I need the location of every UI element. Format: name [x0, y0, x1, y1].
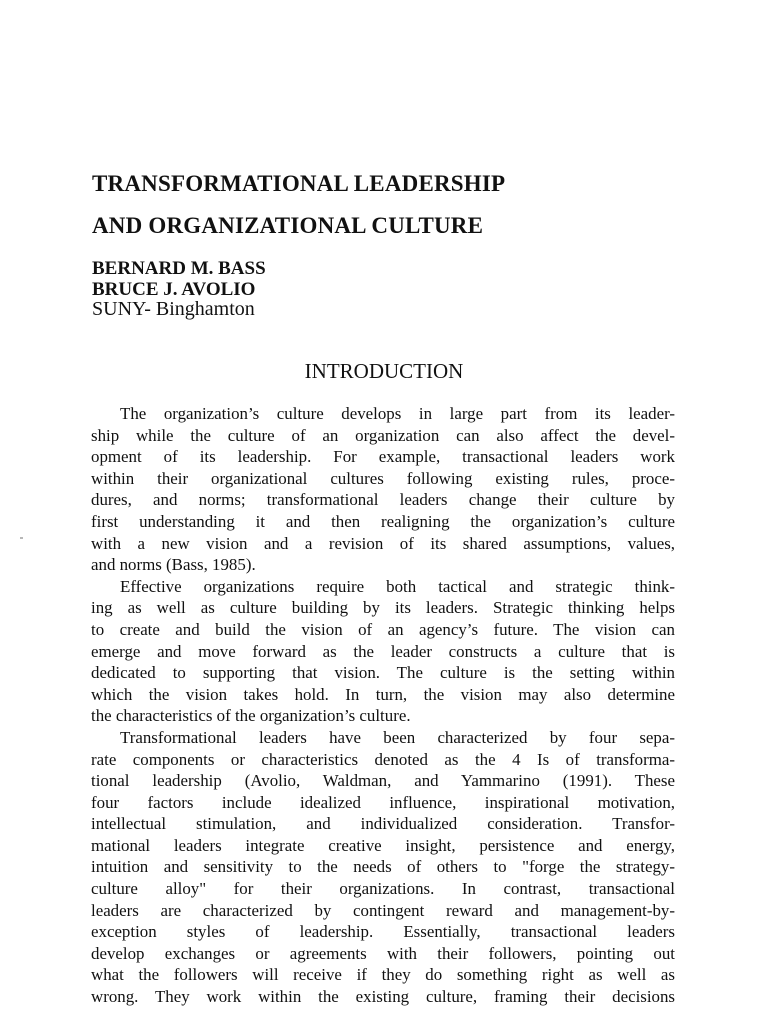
body-line: dures, and norms; transformational leaders change their culture by	[91, 490, 675, 510]
title-line-1: TRANSFORMATIONAL LEADERSHIP	[92, 171, 506, 196]
body-line: tional leadership (Avolio, Waldman, and Yammarino (1991). These	[91, 771, 675, 791]
body-text	[91, 403, 675, 1008]
body-line: exception styles of leadership. Essentially, transactional leaders	[91, 922, 675, 942]
body-line: intuition and sensitivity to the needs of others to "forge the strategy-	[91, 857, 675, 877]
body-line: to create and build the vision of an agency’s future. The vision can	[91, 619, 675, 639]
body-line: the characteristics of the organization’s culture.	[91, 706, 411, 726]
body-line: and norms (Bass, 1985).	[91, 555, 256, 575]
body-line: leaders are characterized by contingent reward and management-by-	[91, 900, 675, 920]
body-line: Effective organizations require both tactical and strategic think-	[120, 576, 675, 596]
body-line: opment of its leadership. For example, transactional leaders work	[91, 447, 675, 467]
author-2: BRUCE J. AVOLIO	[92, 279, 256, 300]
body-line: rate components or characteristics denoted as the 4 Is of transforma-	[91, 749, 675, 769]
body-line: The organization’s culture develops in large part from its leader-	[120, 404, 675, 423]
body-line: dedicated to supporting that vision. The culture is the setting within	[91, 663, 675, 683]
body-line: Transformational leaders have been characterized by four sepa-	[120, 727, 675, 747]
body-line: what the followers will receive if they do something right as well as	[91, 965, 675, 985]
body-line: which the vision takes hold. In turn, the vision may also determine	[91, 684, 675, 704]
section-heading	[0, 359, 768, 384]
body-line: mational leaders integrate creative insight, persistence and energy,	[91, 835, 675, 855]
body-line: intellectual stimulation, and individualized consideration. Transfor-	[91, 814, 675, 834]
title-line-2: AND ORGANIZATIONAL CULTURE	[92, 213, 484, 238]
body-line: emerge and move forward as the leader constructs a culture that is	[91, 641, 675, 661]
scan-speck	[20, 537, 23, 539]
body-line: four factors include idealized influence, inspirational motivation,	[91, 792, 675, 812]
body-line: develop exchanges or agreements with their followers, pointing out	[91, 943, 675, 963]
body-line: ing as well as culture building by its leaders. Strategic thinking helps	[91, 598, 675, 618]
body-line: ship while the culture of an organization can also affect the devel-	[91, 425, 675, 445]
author-1: BERNARD M. BASS	[92, 258, 266, 279]
section-heading-text: INTRODUCTION	[304, 359, 464, 383]
author-affiliation: SUNY- Binghamton	[92, 298, 255, 320]
body-line: first understanding it and then realigning the organization’s culture	[91, 511, 675, 531]
body-line: within their organizational cultures following existing rules, proce-	[91, 468, 675, 488]
body-line: wrong. They work within the existing culture, framing their decisions	[91, 987, 675, 1007]
body-line: with a new vision and a revision of its shared assumptions, values,	[91, 533, 675, 553]
body-line: culture alloy" for their organizations. In contrast, transactional	[91, 879, 675, 899]
